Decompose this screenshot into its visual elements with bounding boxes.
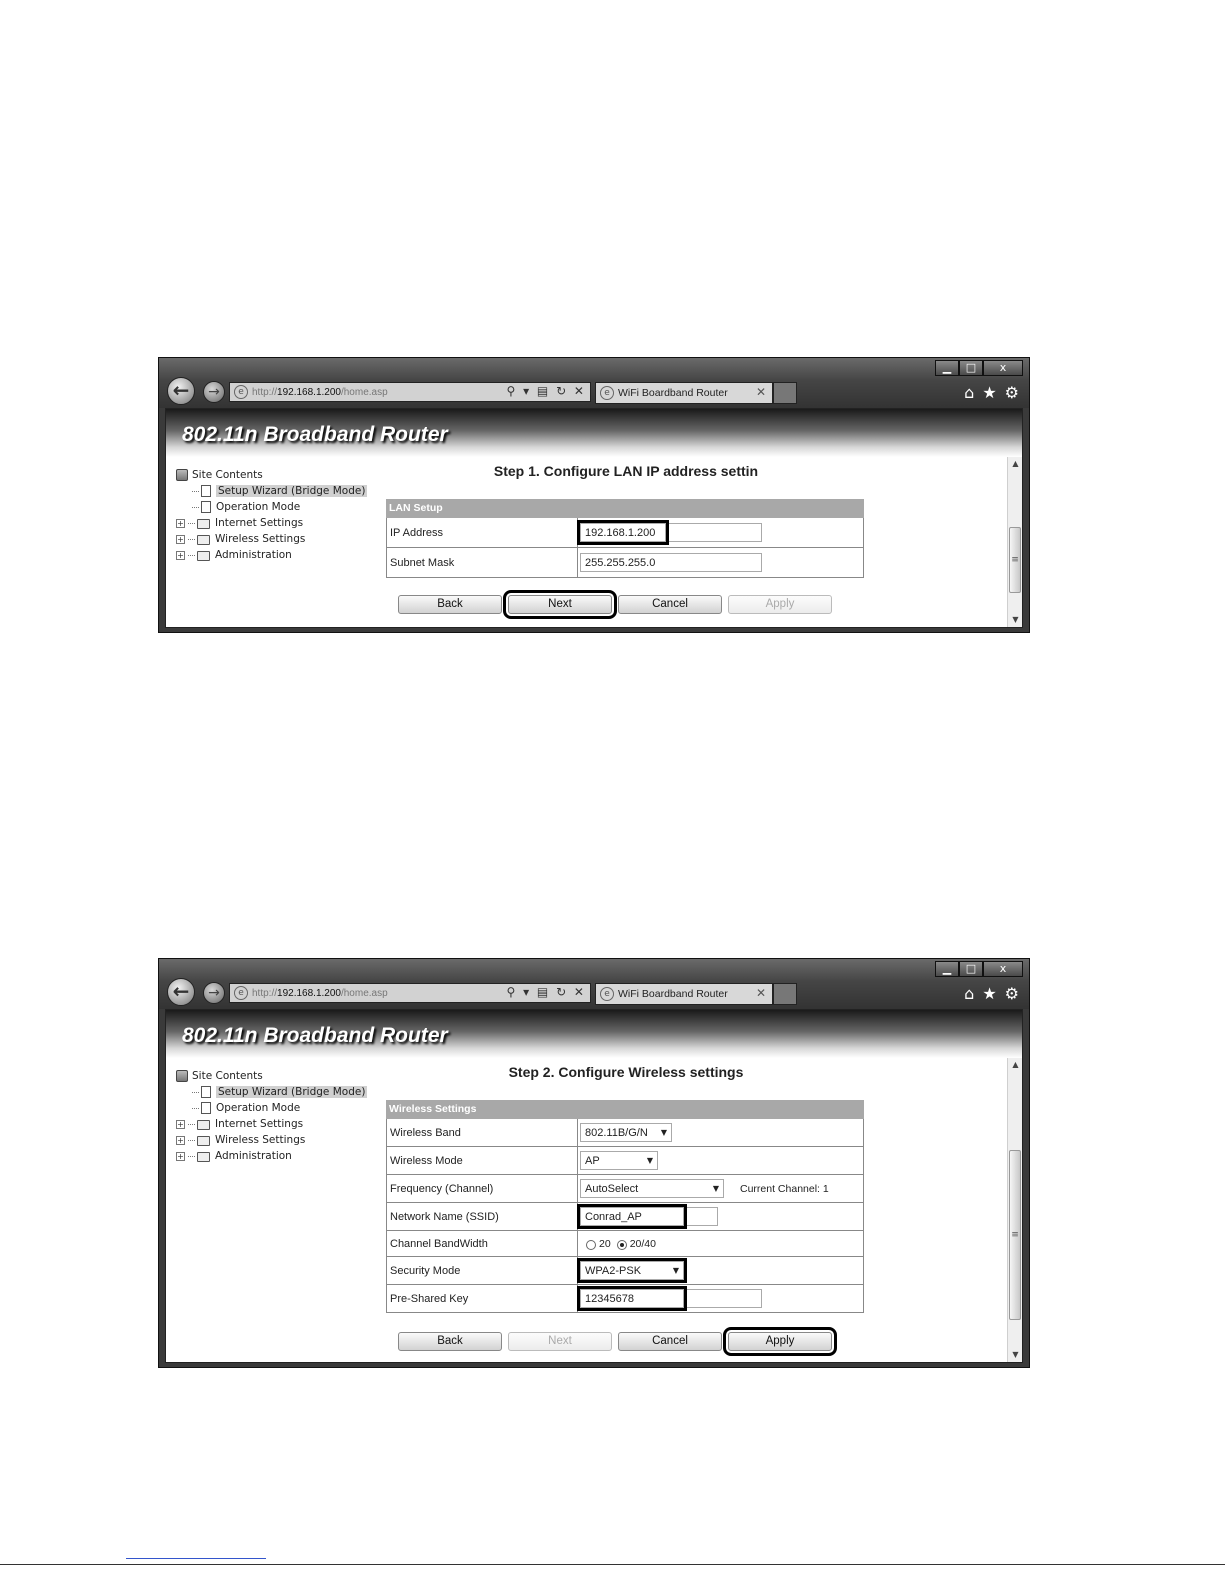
ie-logo-icon: e xyxy=(600,386,614,400)
computer-icon xyxy=(176,469,188,481)
gear-icon[interactable]: ⚙ xyxy=(1004,984,1019,1003)
table-row xyxy=(386,1257,864,1285)
select-value: WPA2-PSK xyxy=(585,1264,642,1277)
gear-icon[interactable]: ⚙ xyxy=(1004,383,1019,402)
arrow-left-icon: ← xyxy=(172,979,190,1003)
page-content xyxy=(165,408,1023,628)
vertical-scrollbar[interactable] xyxy=(1007,457,1022,627)
table-header: Wireless Settings xyxy=(386,1100,864,1119)
arrow-right-icon: → xyxy=(208,384,220,400)
address-host: 192.168.1.200 xyxy=(277,386,341,398)
security-mode-select[interactable] xyxy=(580,1261,684,1280)
chevron-down-icon: ▼ xyxy=(660,1128,667,1137)
tab-title: WiFi Boardband Router xyxy=(618,387,728,399)
maximize-button[interactable]: □ xyxy=(959,961,983,977)
star-icon[interactable]: ★ xyxy=(982,984,997,1003)
field-label: IP Address xyxy=(387,518,578,547)
close-icon[interactable]: ✕ xyxy=(755,385,766,399)
arrow-right-icon: → xyxy=(208,985,220,1001)
address-scheme: http:// xyxy=(252,386,278,398)
tree-item-operation-mode[interactable] xyxy=(176,1100,367,1116)
tree-item-internet-settings[interactable] xyxy=(176,1116,367,1132)
expand-icon[interactable]: + xyxy=(177,534,184,544)
tree-item-administration[interactable] xyxy=(176,1148,367,1164)
vertical-scrollbar[interactable] xyxy=(1007,1058,1022,1362)
folder-icon xyxy=(197,1136,210,1146)
back-button[interactable] xyxy=(167,978,195,1006)
folder-icon xyxy=(197,535,210,545)
field-label: Wireless Band xyxy=(387,1119,578,1146)
folder-icon xyxy=(197,1152,210,1162)
field-label: Frequency (Channel) xyxy=(387,1175,578,1202)
pre-shared-key-input[interactable]: 12345678 xyxy=(580,1289,684,1308)
expand-icon[interactable]: + xyxy=(177,1119,184,1129)
scroll-up-icon[interactable]: ▲ xyxy=(1012,459,1019,468)
next-button[interactable]: Next xyxy=(508,1332,612,1351)
tree-item-label: Wireless Settings xyxy=(215,1134,306,1146)
cancel-button[interactable]: Cancel xyxy=(618,595,722,614)
document-icon xyxy=(201,501,211,513)
home-icon[interactable]: ⌂ xyxy=(964,383,975,402)
tree-item-label: Internet Settings xyxy=(215,1118,304,1130)
select-value: AutoSelect xyxy=(585,1182,639,1195)
field-value-cell xyxy=(578,518,863,547)
router-banner xyxy=(166,1010,1022,1058)
field-label: Network Name (SSID) xyxy=(387,1203,578,1230)
field-label: Pre-Shared Key xyxy=(387,1285,578,1312)
browser-tab[interactable] xyxy=(595,983,773,1005)
ie-logo-icon: e xyxy=(234,986,248,1000)
tree-item-internet-settings[interactable] xyxy=(176,515,367,531)
field-value-cell xyxy=(578,548,863,577)
star-icon[interactable]: ★ xyxy=(982,383,997,402)
footer-link-underline xyxy=(126,1558,266,1559)
scroll-thumb[interactable]: ≡ xyxy=(1009,1150,1021,1320)
address-bar[interactable] xyxy=(229,382,591,402)
field-label: Subnet Mask xyxy=(387,548,578,577)
close-icon[interactable]: ✕ xyxy=(755,986,766,1000)
tree-item-administration[interactable] xyxy=(176,547,367,563)
wireless-mode-select[interactable] xyxy=(580,1151,658,1170)
ssid-input[interactable]: Conrad_AP xyxy=(580,1207,684,1226)
field-value-cell xyxy=(578,1175,863,1202)
home-icon[interactable]: ⌂ xyxy=(964,984,975,1003)
tree-item-label: Administration xyxy=(215,1150,292,1162)
lan-setup-table xyxy=(386,499,864,578)
back-button[interactable]: Back xyxy=(398,1332,502,1351)
bandwidth-20-40-radio[interactable] xyxy=(617,1240,627,1250)
apply-button[interactable]: Apply xyxy=(728,1332,832,1351)
address-path: /home.asp xyxy=(340,987,388,999)
table-header: LAN Setup xyxy=(386,499,864,518)
wireless-band-select[interactable] xyxy=(580,1123,672,1142)
address-bar[interactable] xyxy=(229,983,591,1003)
tree-item-label: Setup Wizard (Bridge Mode) xyxy=(218,485,366,497)
field-value-cell xyxy=(578,1147,863,1174)
current-channel-text: Current Channel: 1 xyxy=(740,1182,829,1195)
tree-item-label: Operation Mode xyxy=(216,1102,301,1114)
table-row xyxy=(386,548,864,578)
expand-icon[interactable]: + xyxy=(177,1151,184,1161)
step-title: Step 1. Configure LAN IP address settin xyxy=(493,463,759,479)
table-row xyxy=(386,1175,864,1203)
field-label: Channel BandWidth xyxy=(387,1231,578,1256)
address-tools[interactable]: ⚲ ▾ ▤ ↻ ✕ xyxy=(506,985,586,999)
table-row xyxy=(386,1203,864,1231)
chevron-down-icon: ▼ xyxy=(646,1156,653,1165)
ip-address-input-remainder[interactable] xyxy=(666,523,762,542)
site-contents-tree xyxy=(176,467,367,563)
browser-window-step1 xyxy=(158,357,1030,633)
folder-icon xyxy=(197,1120,210,1130)
expand-icon[interactable]: + xyxy=(177,550,184,560)
pre-shared-key-input-remainder[interactable] xyxy=(684,1289,762,1308)
browser-titlebar xyxy=(159,959,1029,1009)
minimize-button[interactable]: ▁ xyxy=(935,360,959,376)
window-controls xyxy=(935,360,1023,376)
ie-logo-icon: e xyxy=(600,987,614,1001)
address-host: 192.168.1.200 xyxy=(277,987,341,999)
new-tab-button[interactable] xyxy=(773,382,797,404)
browser-tools xyxy=(964,984,1019,1003)
expand-icon[interactable]: + xyxy=(177,518,184,528)
browser-window-step2 xyxy=(158,958,1030,1368)
document-icon xyxy=(201,1102,211,1114)
document-icon xyxy=(201,485,211,497)
site-contents-tree xyxy=(176,1068,367,1164)
wizard-buttons xyxy=(398,1332,832,1351)
field-value-cell xyxy=(578,1285,863,1312)
tree-item-label: Administration xyxy=(215,549,292,561)
scroll-thumb[interactable]: ≡ xyxy=(1009,527,1021,593)
expand-icon[interactable]: + xyxy=(177,1135,184,1145)
scroll-down-icon[interactable]: ▼ xyxy=(1012,1350,1019,1359)
tree-root[interactable] xyxy=(176,1068,367,1084)
field-label: Security Mode xyxy=(387,1257,578,1284)
cancel-button[interactable]: Cancel xyxy=(618,1332,722,1351)
table-row xyxy=(386,518,864,548)
tree-item-label: Operation Mode xyxy=(216,501,301,513)
field-label: Wireless Mode xyxy=(387,1147,578,1174)
next-button[interactable]: Next xyxy=(508,595,612,614)
field-value-cell xyxy=(578,1203,863,1230)
close-window-button[interactable]: x xyxy=(983,360,1023,376)
tree-root[interactable] xyxy=(176,467,367,483)
ssid-input-remainder[interactable] xyxy=(684,1207,718,1226)
ie-logo-icon: e xyxy=(234,385,248,399)
select-value: 802.11B/G/N xyxy=(585,1126,648,1139)
page-content xyxy=(165,1009,1023,1363)
browser-titlebar xyxy=(159,358,1029,408)
field-value-cell xyxy=(578,1231,863,1256)
table-row xyxy=(386,1147,864,1175)
step-title: Step 2. Configure Wireless settings xyxy=(508,1064,744,1080)
tree-item-setup-wizard[interactable] xyxy=(176,483,367,499)
table-row xyxy=(386,1119,864,1147)
scroll-up-icon[interactable]: ▲ xyxy=(1012,1060,1019,1069)
field-value-cell xyxy=(578,1119,863,1146)
document-icon xyxy=(201,1086,211,1098)
tree-item-label: Setup Wizard (Bridge Mode) xyxy=(218,1086,366,1098)
tree-root-label: Site Contents xyxy=(192,1070,263,1082)
select-value: AP xyxy=(585,1154,600,1167)
table-row xyxy=(386,1285,864,1313)
forward-button[interactable] xyxy=(203,381,225,403)
computer-icon xyxy=(176,1070,188,1082)
address-tools[interactable]: ⚲ ▾ ▤ ↻ ✕ xyxy=(506,384,586,398)
tree-item-wireless-settings[interactable] xyxy=(176,1132,367,1148)
new-tab-button[interactable] xyxy=(773,983,797,1005)
ip-address-input[interactable]: 192.168.1.200 xyxy=(580,523,666,542)
folder-icon xyxy=(197,519,210,529)
forward-button[interactable] xyxy=(203,982,225,1004)
folder-icon xyxy=(197,551,210,561)
tree-item-label: Internet Settings xyxy=(215,517,304,529)
router-title: 802.11n Broadband Router xyxy=(182,1024,448,1047)
radio-label: 20/40 xyxy=(629,1237,656,1250)
table-row xyxy=(386,1231,864,1257)
tree-item-operation-mode[interactable] xyxy=(176,499,367,515)
back-button[interactable] xyxy=(167,377,195,405)
frequency-channel-select[interactable] xyxy=(580,1179,724,1198)
chevron-down-icon: ▼ xyxy=(672,1266,679,1275)
address-scheme: http:// xyxy=(252,987,278,999)
tree-item-setup-wizard[interactable] xyxy=(176,1084,367,1100)
field-value-cell xyxy=(578,1257,863,1284)
browser-tab[interactable] xyxy=(595,382,773,404)
subnet-mask-input[interactable]: 255.255.255.0 xyxy=(580,553,762,572)
bandwidth-20-radio[interactable] xyxy=(586,1240,596,1250)
minimize-button[interactable]: ▁ xyxy=(935,961,959,977)
wireless-settings-table xyxy=(386,1100,864,1313)
back-button[interactable]: Back xyxy=(398,595,502,614)
router-title: 802.11n Broadband Router xyxy=(182,423,448,446)
window-controls xyxy=(935,961,1023,977)
tree-item-label: Wireless Settings xyxy=(215,533,306,545)
chevron-down-icon: ▼ xyxy=(712,1184,719,1193)
radio-label: 20 xyxy=(599,1237,611,1250)
scroll-down-icon[interactable]: ▼ xyxy=(1012,615,1019,624)
router-banner xyxy=(166,409,1022,457)
close-window-button[interactable]: x xyxy=(983,961,1023,977)
wizard-buttons xyxy=(398,595,832,614)
maximize-button[interactable]: □ xyxy=(959,360,983,376)
tab-title: WiFi Boardband Router xyxy=(618,988,728,1000)
arrow-left-icon: ← xyxy=(172,378,190,402)
apply-button[interactable]: Apply xyxy=(728,595,832,614)
tree-root-label: Site Contents xyxy=(192,469,263,481)
tree-item-wireless-settings[interactable] xyxy=(176,531,367,547)
address-path: /home.asp xyxy=(340,386,388,398)
browser-tools xyxy=(964,383,1019,402)
page-footer-rule xyxy=(0,1564,1225,1565)
